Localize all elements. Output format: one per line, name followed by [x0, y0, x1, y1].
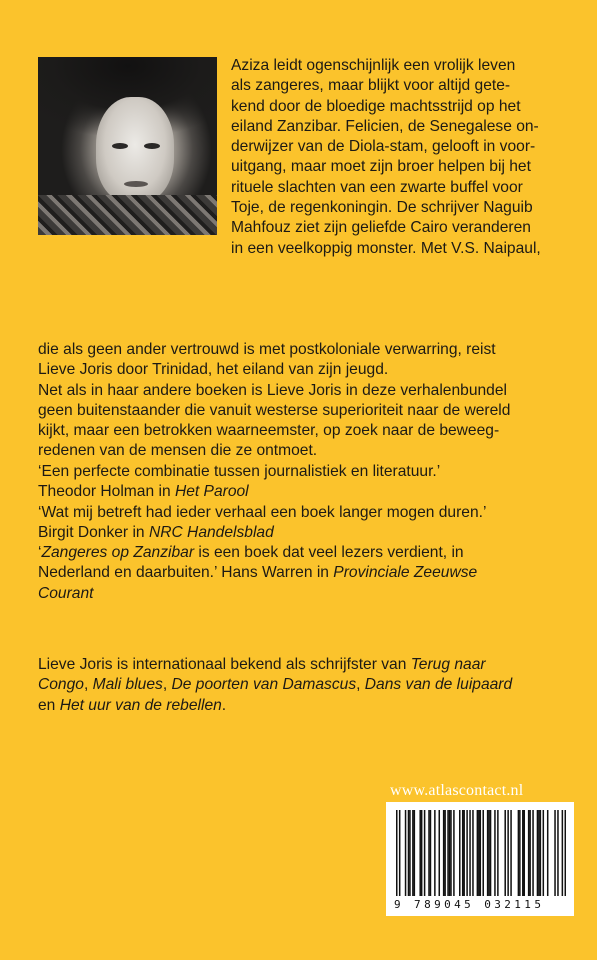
barcode-bar — [469, 810, 471, 896]
barcode-bar — [466, 810, 468, 896]
barcode-bar — [453, 810, 455, 896]
isbn-barcode — [386, 802, 574, 916]
quote-text: ‘Een perfecte combinatie tussen journalistiek en literatuur.’ — [38, 463, 441, 480]
barcode-bar — [449, 810, 451, 896]
barcode-bar — [421, 810, 423, 896]
barcode-bar — [430, 810, 432, 896]
barcode-bar — [490, 810, 492, 896]
text-line: kijkt, maar een betrokken waarneemster, op zoek naar de beweeg- — [38, 422, 500, 440]
barcode-bar — [443, 810, 445, 896]
text-line: Lieve Joris door Trinidad, het eiland van zijn jeugd. — [38, 361, 389, 379]
barcode-bar — [543, 810, 545, 896]
barcode-bar — [472, 810, 474, 896]
barcode-bar — [538, 810, 540, 896]
press-quotes — [38, 462, 578, 604]
barcode-bar — [532, 810, 534, 896]
barcode-bar — [408, 810, 410, 896]
text-line: redenen van de mensen die ze ontmoet. — [38, 442, 318, 460]
quote-text: ‘Wat mij betreft had ieder verhaal een boek langer mogen duren.’ — [38, 503, 487, 521]
intro-text-full-width — [38, 340, 578, 462]
text-line: die als geen ander vertrouwd is met postkoloniale verwarring, reist — [38, 341, 496, 358]
barcode-bar — [450, 810, 452, 896]
book-title: Zangeres op Zanzibar — [41, 544, 195, 562]
text-line: Aziza leidt ogenschijnlijk een vrolijk leven — [231, 57, 516, 74]
quote-attribution: Theodor Holman in Het Parool — [38, 483, 249, 501]
barcode-bar — [540, 810, 542, 896]
barcode-bar — [439, 810, 441, 896]
barcode-bar — [518, 810, 520, 896]
barcode-bar — [444, 810, 446, 896]
barcode-bar — [528, 810, 530, 896]
barcode-bar — [524, 810, 526, 896]
book-title: Dans van de luipaard — [364, 676, 513, 694]
book-title: Congo — [38, 676, 84, 694]
text-line: Net als in haar andere boeken is Lieve Joris in deze verhalenbundel — [38, 381, 507, 399]
bio-line: Lieve Joris is internationaal bekend als schrijfster van Terug naar — [38, 656, 486, 673]
barcode-bar — [487, 810, 489, 896]
text-line: geen buitenstaander die vanuit westerse superioriteit naar de wereld — [38, 401, 511, 419]
barcode-bars — [396, 810, 566, 896]
text-line: eiland Zanzibar. Felicien, de Senegalese on- — [231, 117, 539, 135]
quote-source: Het Parool — [174, 483, 249, 501]
quote-attribution: Birgit Donker in NRC Handelsblad — [38, 523, 274, 541]
barcode-bar — [565, 810, 566, 896]
barcode-bar — [462, 810, 464, 896]
barcode-bar — [482, 810, 484, 896]
author-bio — [38, 655, 578, 716]
book-title: Mali blues — [92, 676, 163, 694]
text-line: als zangeres, maar blijkt voor altijd gete- — [231, 77, 511, 95]
book-title: Het uur van de rebellen — [59, 696, 222, 714]
barcode-bar — [480, 810, 482, 896]
barcode-bar — [522, 810, 524, 896]
barcode-bar — [504, 810, 506, 896]
barcode-bar — [405, 810, 407, 896]
quote-attribution — [38, 584, 578, 604]
barcode-bar — [529, 810, 531, 896]
barcode-bar — [419, 810, 421, 896]
publisher-website: www.atlascontact.nl — [390, 782, 524, 799]
barcode-bar — [494, 810, 496, 896]
barcode-bar — [557, 810, 559, 896]
text-line: kend door de bloedige machtsstrijd op het — [231, 97, 521, 115]
text-line: derwijzer van de Diola-stam, gelooft in voor- — [231, 138, 536, 156]
barcode-bar — [519, 810, 521, 896]
barcode-bar — [409, 810, 411, 896]
text-line: rituele slachten van een zwarte buffel voor — [231, 178, 523, 196]
book-title: De poorten van Damascus — [171, 676, 357, 694]
bio-line: en Het uur van de rebellen. — [38, 696, 227, 714]
barcode-bar — [507, 810, 509, 896]
text-line: in een veelkoppig monster. Met V.S. Naipaul, — [231, 239, 541, 257]
barcode-bar — [477, 810, 479, 896]
quote-text: ‘Zangeres op Zanzibar is een boek dat veel lezers verdient, in — [38, 544, 464, 562]
barcode-bar — [428, 810, 430, 896]
barcode-bar — [414, 810, 416, 896]
barcode-bar — [478, 810, 480, 896]
quote-source: Provinciale Zeeuwse — [333, 564, 478, 582]
barcode-bar — [424, 810, 426, 896]
barcode-bar — [434, 810, 436, 896]
barcode-bar — [488, 810, 490, 896]
barcode-bar — [562, 810, 564, 896]
barcode-bar — [412, 810, 414, 896]
quote-source: Courant — [38, 584, 94, 602]
barcode-bar — [497, 810, 499, 896]
book-title: Terug naar — [410, 656, 486, 673]
barcode-bar — [459, 810, 461, 896]
barcode-bar — [547, 810, 549, 896]
barcode-bar — [510, 810, 512, 896]
text-line: Toje, de regenkoningin. De schrijver Naguib — [231, 199, 533, 217]
isbn-number: 9 789045 032115 — [394, 898, 545, 911]
text-line: Mahfouz ziet zijn geliefde Cairo veranderen — [231, 219, 531, 237]
barcode-bar — [537, 810, 539, 896]
barcode-bar — [554, 810, 556, 896]
text-line: uitgang, maar moet zijn broer helpen bij het — [231, 158, 531, 176]
quote-source: NRC Handelsblad — [148, 523, 274, 541]
intro-text-right-of-photo — [231, 56, 571, 259]
barcode-bar — [447, 810, 449, 896]
author-photo — [38, 57, 217, 235]
bio-line: Congo, Mali blues, De poorten van Damascus, Dans van de luipaard — [38, 676, 513, 694]
barcode-bar — [463, 810, 465, 896]
quote-attribution: Nederland en daarbuiten.’ Hans Warren in Provinciale Zeeuwse — [38, 564, 478, 582]
barcode-bar — [396, 810, 398, 896]
barcode-bar — [399, 810, 401, 896]
